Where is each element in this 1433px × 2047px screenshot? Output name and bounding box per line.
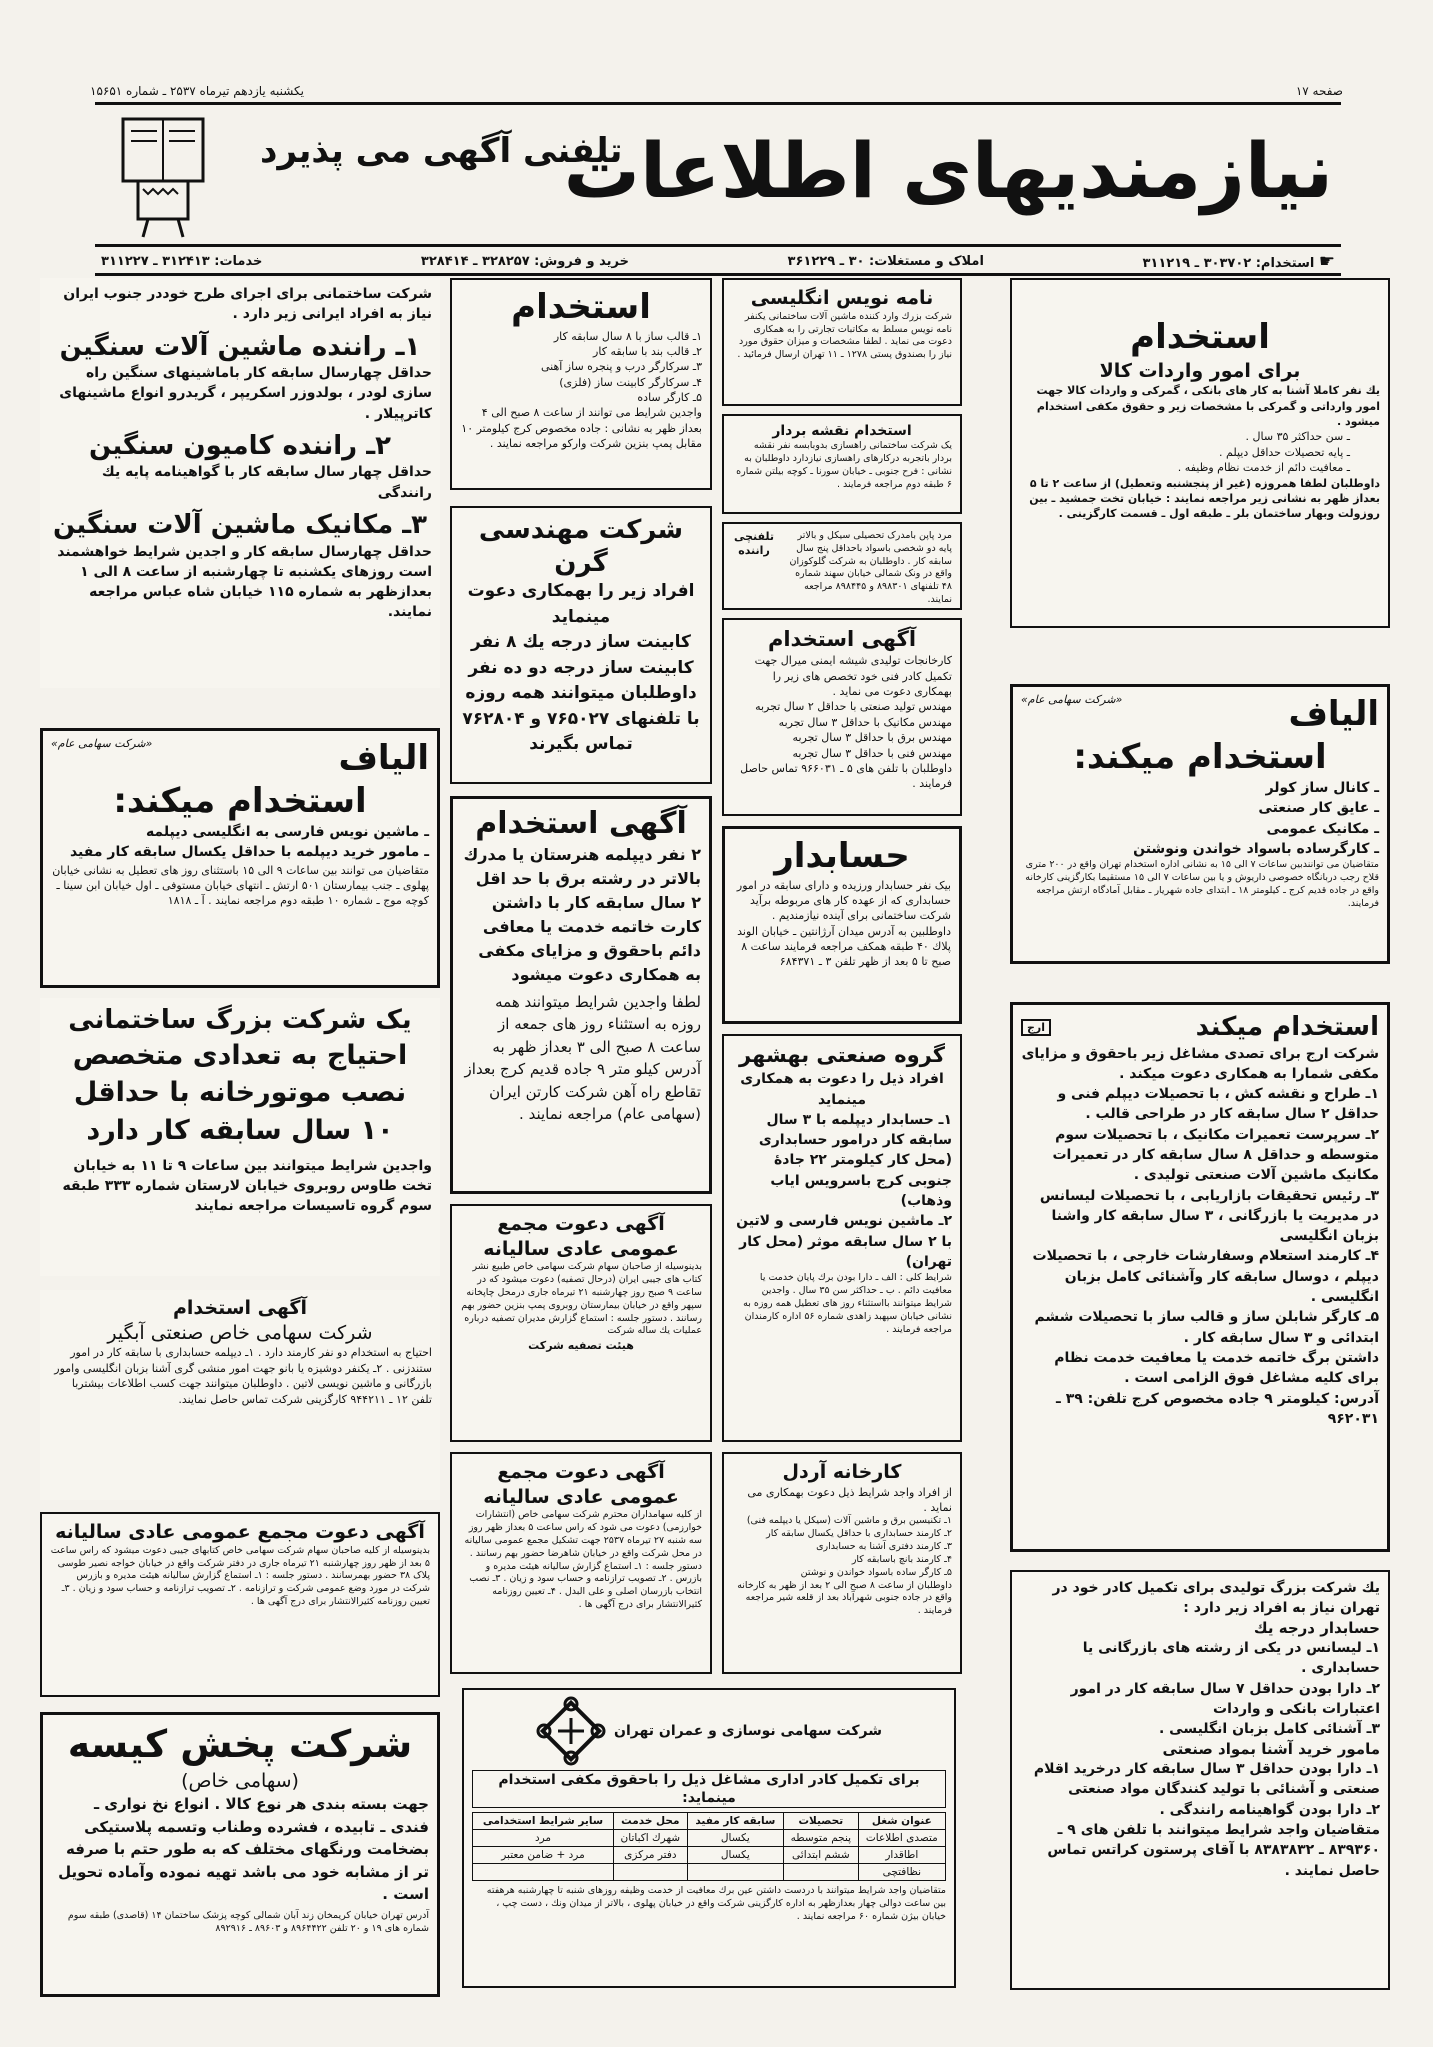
ad-title: آگهی استخدام [767, 627, 917, 651]
ad-body: احتیاج به تعدادی متخصص نصب موتورخانه با حداقل ۱۰ سال سابقه کار دارد [72, 1039, 408, 1147]
ad-footer: داوطلبان با تلفن های ۵ ـ ۹۶۶۰۳۱ تماس حاصل فرمایند . [740, 762, 952, 791]
ad-paragraph: حداقل چهارسال سابقه کار باماشینهای سنگین راه سازی لودر ، بولدوزر اسکریپر ، گریدرو انواع ماشینهای کاترپیلار . [59, 365, 432, 422]
ad-title: آگهی دعوت مجمع عمومی عادی سالیانه [483, 1461, 679, 1508]
ad-body: یک شرکت ساختمانی راهسازی بدوبابسه نفر نقشه بردار باتجربه درکارهای راهسازی نیازدارد داوطلبان به نشانی : فرح جنوبی ـ خیابان سورنا ـ کوچه بیلتن شماره ۶ طبقه دوم مراجعه فرمایند . [736, 440, 952, 490]
ad-intro: یك شرکت بزرگ تولیدی برای تکمیل کادر خود در تهران نیاز به افراد زیر دارد : [1052, 1580, 1380, 1617]
ad-title: برای تکمیل کادر اداری مشاغل ذیل را باحقوق مکفی استخدام مینماید: [472, 1770, 946, 1808]
column-header: محل خدمت [613, 1813, 687, 1830]
ad-body: بیک نفر حسابدار ورزیده و دارای سابقه در امور حسابداری که از عهده کار های مربوطه برآید شرکت ساختمانی برای آینده نیازمندیم . داوطلبین به آدرس میدان آرژانتین ـ خیابان الوند پلاك ۴۰ طبقه همکف مراجعه فرمایند ساعت ۸ صبح تا ۵ بعد از ظهر تلفن ۳ ـ ۶۸۴۳۷۱ [736, 878, 951, 969]
ad-title: استخدام میکند [1195, 1012, 1379, 1042]
ad-title: استخدام [511, 287, 651, 327]
table-cell: ششم ابتدائی [783, 1847, 858, 1864]
ad-list-item: ۱ـ طراح و نقشه کش ، با تحصیلات دیپلم فنی و حداقل ۲ سال سابقه کار در طراحی قالب . [1057, 1086, 1379, 1123]
ad-list-item: ۲ـ دارا بودن گواهینامه رانندگی . [1159, 1801, 1380, 1818]
ad-arj [1010, 1002, 1390, 1552]
ad-body: احتیاج به استخدام دو نفر کارمند دارد . ۱ـ دیپلمه حسابداری با سابقه کار در امور ستندزنی . ۲ـ یکنفر دوشیزه یا بانو جهت امور منشی گری آشنا بزبان انگلیسی وامور بازرگانی و ماشین نویسی لاتین . داوطلبان میتوانند جهت کسب اطلاعات بیشتربا تلفن ۱۲ ـ ۹۴۴۲۱۱ کارگزینی شرکت تماس حاصل نمایند. [54, 1346, 432, 1406]
ad-heading: ۲ـ راننده کامیون سنگین [89, 430, 391, 461]
table-header-row [473, 1813, 946, 1830]
employment-phones: ☛ استخدام: ۳۰۳۷۰۲ ـ ۳۱۱۲۱۹ [1142, 251, 1335, 272]
ad-body: متقاضیان می توانند بین ساعات ۹ الی ۱۵ باستثنای روز های تعطیل به نشانی خیابان پهلوی ـ جنب بیمارستان ۵۰۱ ارتش ـ انتهای خیابان مستوفی ـ اول خیابان ابن سینا ـ کوچه موج ـ شماره ۱۰ طبقه دوم مراجعه نمایند . آ ـ ۱۸۱۸ [52, 863, 429, 908]
ad-company: شرکت سهامی خاص صنعتی آبگیر [107, 1321, 373, 1344]
ad-note: داشتن برگ خاتمه خدمت یا معافیت خدمت نظام برای کلیه مشاغل فوق الزامی است . [1054, 1349, 1379, 1387]
ad-employment-center [450, 278, 712, 490]
table-cell [783, 1864, 858, 1881]
table-row [473, 1830, 946, 1847]
ad-company-type: «شرکت سهامی عام» [51, 737, 153, 750]
ad-heading: حسابدار درجه یك [1253, 1618, 1380, 1637]
ad-list-item: ۵ـ کارگر ساده باسواد خواندن و نوشتن [800, 1566, 952, 1578]
ad-body: بدینوسیله از کلیه صاحبان سهام شرکت سهامی خاص کتابهای جیبی دعوت میشود که راس ساعت ۵ بعد از ظهر روز چهارشنبه ۲۱ تیرماه جاری در دفتر شرکت واقع در خیابان خواجه نصیر طوسی پلاک ۳۸ حضور بهمرسانند . دستور جلسه : ۱ـ استماع گزارش سالیانه هیئت مدیره و بازرس شرکت در مورد وضع عمومی شرکت و ترازنامه . ۲ـ تصویب ترازنامه و حساب سود و زیان . ۳ـ تعیین روزنامه کثیرالانتشار برای درج آگهی ها . [50, 1544, 430, 1607]
table-cell: اطاقدار [858, 1847, 945, 1864]
ad-list-item: مهندس فنی با حداقل ۳ سال تجربه [792, 746, 952, 760]
ad-list-item: ـ ماشین نویس فارسی به انگلیسی دیپلمه [145, 824, 429, 840]
ad-tehran-development [462, 1688, 956, 1988]
pointing-hand-icon: ☛ [1318, 251, 1335, 272]
newspaper-reader-illustration [103, 109, 228, 241]
ad-glass-factory [722, 618, 962, 816]
ad-header [472, 1696, 946, 1766]
ad-heading: ۳ـ مکانیک ماشین آلات سنگین [52, 510, 428, 541]
ad-footer: داوطلبان لطفا همروزه (غیر از پنجشنبه وتعطیل) از ساعت ۲ تا ۵ بعداز ظهر به نشانی زیر مراجعه نمایند : خیابان تخت جمشید ـ بین روزولت وبهار ساختمان بلر ـ طبقه اول ـ قسمت کارگزینی . [1029, 476, 1380, 521]
ad-list-item: ـ عایق کار صنعتی [1258, 800, 1379, 817]
ad-list-item: ۳ـ رئیس تحقیقات بازاریابی ، با تحصیلات لیسانس در مدیریت یا بازرگانی ، ۳ سال سابقه کار واشنا بزبان انگلیسی [1039, 1187, 1379, 1245]
ad-list-item: ۵ـ کارگر شابلن ساز و قالب ساز با تحصیلات ششم ابتدائی و ۳ سال سابقه کار . [1034, 1309, 1379, 1346]
ad-heading: مامور خرید آشنا بمواد صنعتی [1162, 1739, 1380, 1758]
ad-title: نامه نویس انگلیسی [750, 287, 934, 309]
buy-sell-phones: خرید و فروش: ۳۲۸۲۵۷ ـ ۳۲۸۴۱۴ [420, 254, 629, 269]
column-header: عنوان شغل [858, 1813, 945, 1830]
masthead-subtitle: تلفنی آگهی می پذیرد [260, 131, 623, 171]
ad-body: از کلیه سهامداران محترم شرکت سهامی خاص (انتشارات خوارزمی) دعوت می شود که راس ساعت ۵ بعداز ظهر روز سه شنبه ۲۷ تیرماه ۲۵۳۷ جهت تشکیل مجمع عمومی سالیانه در محل شرکت واقع در خیابان شاهرضا حضور بهم رسانند . دستور جلسه : ۱ـ استماع گزارش سالیانه هیئت مدیره و بازرس . ۲ـ تصویب ترازنامه و حساب سود و زیان . ۳ـ نصب انتخاب بازرسان اصلی و علی البدل . ۴ـ تعیین روزنامه کثیرالانتشار برای درج آگهی ها . [464, 1509, 702, 1611]
ad-behshahr-group [722, 1034, 962, 1442]
table-cell [687, 1864, 783, 1881]
ad-signature: هیئت تصفیه شرکت [528, 1339, 634, 1353]
ad-list-item: ۳ـ سرکارگر درب و پنجره ساز آهنی [540, 360, 702, 374]
ad-intro: شرکت ساختمانی برای اجرای طرح خوددر جنوب ایران نیاز به افراد ایرانی زیر دارد . [63, 286, 432, 323]
ad-intro: شرکت ارج برای تصدی مشاغل زیر باحقوق و مزایای مکفی شمارا به همکاری دعوت میکند . [1021, 1045, 1379, 1082]
masthead-title: نیازمندیهای اطلاعات [563, 126, 1333, 215]
masthead [95, 102, 1341, 247]
ad-list-item: ۴ـ کارمند بانچ باسابقه کار [851, 1553, 952, 1565]
table-cell: یکسال [687, 1847, 783, 1864]
ad-list-item: ۲ـ سرپرست تعمیرات مکانیک ، با تحصیلات سوم متوسطه و حداقل ۸ سال سابقه کار در تعمیرات مکانیک ماشین آلات صنعتی تولیدی . [1052, 1126, 1379, 1184]
ad-agm-center-2 [450, 1452, 712, 1674]
ad-subtitle: برای امور واردات کالا [1099, 359, 1301, 382]
ad-abgir [40, 1290, 440, 1500]
ad-company-type: (سهامی خاص) [181, 1769, 299, 1792]
ad-list-item: ۱ـ تکنیسین برق و ماشین آلات (سیکل یا دیپلمه فنی) [746, 1515, 952, 1527]
ad-title: الیاف [1288, 694, 1379, 734]
ad-body: بدینوسیله از صاحبان سهام شرکت سهامی خاص طبیع نشر کتاب های جیبی ایران (درحال تصفیه) دعوت میشود که در ساعت ۹ صبح روز چهارشنبه ۲۱ تیرماه جاری درمحل چاپخانه سپهر واقع در خیابان بیمارستان روبروی پمپ بنزین حضور بهم رسانند . دستور جلسه : استماع گزارش مدیران تصفیه درباره عملیات یك ساله شرکت [461, 1261, 702, 1337]
ad-list-item: مهندس مکانیک با حداقل ۳ سال تجربه [778, 715, 952, 729]
services-phones: خدمات: ۳۱۲۴۱۳ ـ ۳۱۱۲۲۷ [101, 254, 263, 269]
ad-production-company [1010, 1570, 1390, 1990]
column-header: سابقه کار مفید [687, 1813, 783, 1830]
table-cell: متصدی اطلاعات [858, 1830, 945, 1847]
ad-list-item: مهندس برق با حداقل ۳ سال تجربه [792, 731, 952, 745]
ad-body: ۲ نفر دیپلمه هنرستان یا مدرك بالاتر در رشته برق با حد اقل ۲ سال سابقه کار با داشتن کارت خاتمه خدمت یا معافی دائم باحقوق و مزایای مکفی به همکاری دعوت میشود [463, 844, 701, 984]
ad-title: آگهی استخدام [475, 806, 687, 841]
ad-address: آدرس: کیلومتر ۹ جاده مخصوص کرج تلفن: ۳۹ ـ ۹۶۲۰۳۱ [1056, 1390, 1379, 1427]
ad-body: افراد زیر را بهمکاری دعوت مینماید [467, 581, 695, 627]
ad-title: تلفنچی راننده [733, 530, 775, 558]
ad-list-item: ۳ـ آشنائی کامل بزبان انگلیسی . [1158, 1721, 1380, 1738]
ad-address: آدرس تهران خیابان کریمخان زند آبان شمالی کوچه پزشک ساختمان ۱۴ (قاصدی) طبقه سوم شماره های ۱۹ و ۲۰ تلفن ۸۹۶۴۴۲۲ و ۸۹۶۰۳ ـ ۸۹۲۹۱۶ [67, 1909, 429, 1934]
ad-list-item: کابینت ساز درجه یك ۸ نفر [471, 632, 691, 652]
table-cell: مرد + ضامن معتبر [473, 1847, 614, 1864]
ad-paragraph: حداقل چهار سال سابقه کار با گواهینامه پایه یك رانندگی [101, 464, 432, 501]
ad-hs-diploma [450, 796, 712, 1194]
ad-list-item: ۱ـ لیسانس در یکی از رشته های بازرگانی یا حسابداری . [1082, 1640, 1380, 1677]
ad-company-type: «شرکت سهامی عام» [1021, 693, 1123, 706]
ad-footer: متقاضیان واجد شرایط میتوانند با تلفن های ۹ ـ ۸۳۹۳۶۰ ـ ۸۳۸۳۸۳۲ با آقای پرستون کراتس تماس حاصل نمایند . [1047, 1821, 1380, 1879]
ad-title: حسابدار [774, 836, 910, 876]
ad-subtitle: استخدام میکند: [1073, 736, 1327, 777]
ad-heading: ۱ـ راننده ماشین آلات سنگین [59, 331, 421, 362]
ad-list-item: ۴ـ سرکارگر کابینت ساز (فلزی) [559, 375, 702, 389]
ad-list-item: ۵ـ کارگر ساده [637, 391, 702, 405]
ad-body: متقاضیان می توانندبین ساعات ۷ الی ۱۵ به نشانی اداره استخدام تهران واقع در ۲۰۰ متری قلاح رجب دربانگاه خصوصی داریوش و یا بین ساعات ۷ الی ۱۵ مستقیما بکارگزینی کارخانه واقع در جاده قدیم کرج ـ کیلومتر ۱۸ ـ ابتدای جاده شهریار ـ مقابل آمادگاه ارتش مراجعه فرمایند. [1025, 859, 1379, 909]
ad-list-item: ـ سن حداکثر ۳۵ سال . [1245, 430, 1350, 444]
ad-driver [722, 522, 962, 610]
ad-title: استخدام نقشه بردار [772, 423, 912, 439]
ad-body: کارخانجات تولیدی شیشه ایمنی میرال جهت تکمیل کادر فنی خود تخصص های زیر را بهمکاری دعوت می نماید . [754, 654, 952, 699]
ad-list-item: مهندس تولید صنعتی با حداقل ۲ سال تجربه [755, 700, 952, 714]
ad-title: الیاف [338, 738, 429, 778]
ad-list-item: ۳ـ کارمند دفتری آشنا به حسابداری [816, 1541, 952, 1553]
ad-list-item: ۲ـ قالب بند با سابقه کار [593, 344, 702, 358]
ad-body: واجدین شرایط می توانند از ساعت ۸ صبح الی ۴ بعداز ظهر به نشانی : جاده مخصوص کرج کیلومتر ۱۰ مقابل پمپ بنزین شرکت وارکو مراجعه نمایند . [461, 406, 702, 451]
ad-body: شرایط کلی : الف ـ دارا بودن برك پایان خدمت یا معافیت دائم . ب ـ حداکثر سن ۳۵ سال . واجدین شرایط میتوانند بااستثناء روز های تعطیل همه روزه به نشانی خیابان سپهبد زاهدی شماره ۵۶ اداره کارمندان مراجعه فرمایند . [743, 1272, 952, 1335]
ad-surveyor [722, 414, 962, 514]
ad-intro: افراد ذیل را دعوت به همکاری مینماید [740, 1071, 944, 1108]
ad-body: یك نفر کاملا آشنا به کار های بانکی ، گمرکی و واردات کالا جهت امور وارداتی و گمرکی با مشخصات زیر و حقوق مکفی استخدام میشود . [1036, 384, 1380, 428]
ad-list-item: ـ معافیت دائم از خدمت نظام وظیفه . [1177, 461, 1350, 475]
ad-body: شرکت بزرك وارد کننده ماشین آلات ساختمانی یکنفر نامه نویس مسلط به مکاتبات تجارتی را به همکاری دعوت می نماید . لطفا مشخصات و میزان حقوق مورد نیاز را بصندوق پستی ۱۲۷۸ ـ ۱۱ تهران ارسال فرمائید . [737, 310, 952, 361]
ad-footer: متقاضیان واجد شرایط میتوانند با دردست داشتن عین برك معافیت از خدمت وظیفه روزهای شنبه تا چهارشنبه هرهفته بین ساعت دوالی چهار بعدازظهر به اداره کارگزینی شرکت واقع در خیابان پهلوی ، بالاتر از میدان ونك ، دست چپ ، خیابان بیژن شماره ۶۰ مراجعه نمایند . [486, 1885, 946, 1922]
ad-footer: لطفا واجدین شرایط میتوانند همه روزه به استثناء روز های جمعه از ساعت ۸ صبح الی ۳ بعداز ظهر به آدرس کیلو متر ۹ جاده قدیم کرج بعداز تقاطع راه آهن شرکت کارتن ایران (سهامی عام) مراجعه نمایند . [464, 992, 701, 1123]
ad-list-item: ـ پایه تحصیلات حداقل دیپلم . [1219, 445, 1350, 459]
ad-list-item: ـ مکانیک عمومی [1266, 820, 1379, 837]
ad-list-item: ـ مامور خرید دیپلمه با حداقل یکسال سابقه کار مفید [69, 844, 429, 861]
ad-ardel-factory [722, 1452, 962, 1674]
ad-construction-company [40, 278, 440, 688]
ad-packaging [40, 1712, 440, 1997]
company-logo-knot-icon [536, 1696, 606, 1766]
ad-title: یک شرکت بزرگ ساختمانی [68, 1005, 412, 1035]
table-cell: دفتر مرکزی [613, 1847, 687, 1864]
ad-agm-left [40, 1512, 440, 1697]
ad-body: داوطلبان از ساعت ۸ صبح الی ۲ بعد از ظهر به کارخانه واقع در جاده جنوبی شهرآباد بعد از قلعه شیر مراجعه فرمایند . [737, 1579, 952, 1617]
ad-title: استخدام [1130, 317, 1270, 357]
issue-date: یکشنبه یازدهم تیرماه ۲۵۳۷ ـ شماره ۱۵۶۵۱ [90, 84, 304, 98]
ad-title: شرکت مهندسی گرن [478, 515, 684, 578]
column-header: سایر شرایط استخدامی [473, 1813, 614, 1830]
table-row [473, 1864, 946, 1881]
ad-list-item: ۱ـ حسابدار دیپلمه با ۳ سال سابقه کار درامور حسابداری (محل کار کیلومتر ۲۲ جادۀ جنوبی کرج باسرویس ایاب وذهاب) [758, 1111, 952, 1210]
ad-english-typist [722, 278, 962, 406]
ad-body: جهت بسته بندی هر نوع کالا . انواع نخ نواری ـ فندی ـ تابیده ، فشرده وطناب وتسمه پلاستیکی بضخامت ورنگهای مختلف که به طور حتم با صرفه تر از مشابه خود می باشد تهیه نموده وآماده تحویل است . [58, 1795, 429, 1904]
ad-list-item: ۲ـ کارمند حسابداری با حداقل یکسال سابقه کار [766, 1528, 952, 1540]
ad-footer: داوطلبان میتوانند همه روزه با تلفنهای ۷۶۵۰۲۷ و ۷۶۲۸۰۴ تماس بگیرند [462, 683, 700, 754]
ad-agm-center-1 [450, 1204, 712, 1442]
ad-title: آگهی استخدام [172, 1297, 307, 1319]
ad-alyaf-left [40, 728, 440, 988]
real-estate-phones: املاک و مستغلات: ۳۰ ـ ۳۶۱۲۲۹ [787, 254, 984, 269]
table-row [473, 1847, 946, 1864]
table-cell [613, 1864, 687, 1881]
ad-list-item: ـ کانال ساز کولر [1265, 780, 1379, 796]
ad-list-item: ۲ـ ماشین نویس فارسی و لاتین با ۲ سال سابقه موثر (محل کار تهران) [736, 1213, 952, 1270]
phone-directory-bar [95, 250, 1341, 276]
table-cell: نظافتچی [858, 1864, 945, 1881]
ad-list-item: ـ کارگرساده باسواد خواندن ونوشتن [1133, 840, 1379, 857]
ad-subtitle: استخدام میکند: [113, 780, 367, 821]
ad-body: مرد پاپن بامدرک تحصیلی سیکل و بالاتر پایه دو شخصی باسواد باحداقل پنج سال سابقه کار . داوطلبان به شرکت گلوکوزان واقع در ونک شمالی خیابان سهند شماره ۴۸ تلفنهای ۸۹۸۳۰۱ و ۸۹۸۴۴۵ مراجعه نمایند. [789, 530, 952, 606]
ad-title: شرکت پخش کیسه [67, 1722, 413, 1766]
jobs-table [472, 1812, 946, 1881]
ad-title: آگهی دعوت مجمع عمومی عادی سالیانه [483, 1213, 679, 1260]
ad-title: کارخانه آردل [782, 1461, 902, 1483]
ad-big-construction [40, 998, 440, 1276]
ad-list-item: ۱ـ قالب ساز با ۸ سال سابقه کار [553, 329, 702, 343]
ad-list-item: ۲ـ دارا بودن حداقل ۷ سال سابقه کار در امور اعتبارات بانکی و واردات [1070, 1680, 1380, 1717]
ad-list-item: ۱ـ دارا بودن حداقل ۳ سال سابقه کار درخرید اقلام صنعتی و آشنائی با تولید کنندگان مواد صنعتی [1033, 1761, 1380, 1798]
ad-list-item: ۴ـ کارمند استعلام وسفارشات خارجی ، با تحصیلات دیپلم ، دوسال سابقه کار وآشنائی کامل بزبان انگلیسی . [1032, 1248, 1379, 1306]
table-cell: یکسال [687, 1830, 783, 1847]
ad-title: گروه صنعتی بهشهر [739, 1043, 945, 1067]
ad-geran-engineering [450, 506, 712, 784]
ad-accountant-center [722, 826, 962, 1024]
ad-paragraph: حداقل چهارسال سابقه کار و اجدین شرایط خواهشمند است روزهای یکشنبه تا چهارشنبه از ساعت ۸ الی ۱ بعدازظهر به شماره ۱۱۵ خیابان شاه عباس مراجعه نمایند. [57, 543, 432, 621]
ad-title: آگهی دعوت مجمع عمومی عادی سالیانه [55, 1521, 425, 1543]
ad-footer: واجدین شرایط میتوانند بین ساعات ۹ تا ۱۱ به خیابان تخت طاوس روبروی خیابان لارستان شماره ۳۳۳ طبقه سوم گروه تاسیسات مراجعه نمایند [62, 1157, 432, 1215]
ad-company: شرکت سهامی نوسازی و عمران تهران [614, 1722, 882, 1739]
arj-logo: ارج [1021, 1019, 1051, 1036]
table-cell: پنجم متوسطه [783, 1830, 858, 1847]
column-header: تحصیلات [783, 1813, 858, 1830]
ad-alyaf-right [1010, 684, 1390, 964]
table-cell: مرد [473, 1830, 614, 1847]
page-dateline [90, 82, 1343, 100]
ad-intro: از افراد واجد شرایط ذیل دعوت بهمکاری می نماید . [747, 1485, 952, 1515]
page-number: صفحه ۱۷ [1295, 84, 1343, 98]
ad-import-export [1010, 278, 1390, 628]
table-cell: شهرك اکباتان [613, 1830, 687, 1847]
table-cell [473, 1864, 614, 1881]
ad-list-item: کابینت ساز درجه دو ده نفر [468, 657, 694, 678]
